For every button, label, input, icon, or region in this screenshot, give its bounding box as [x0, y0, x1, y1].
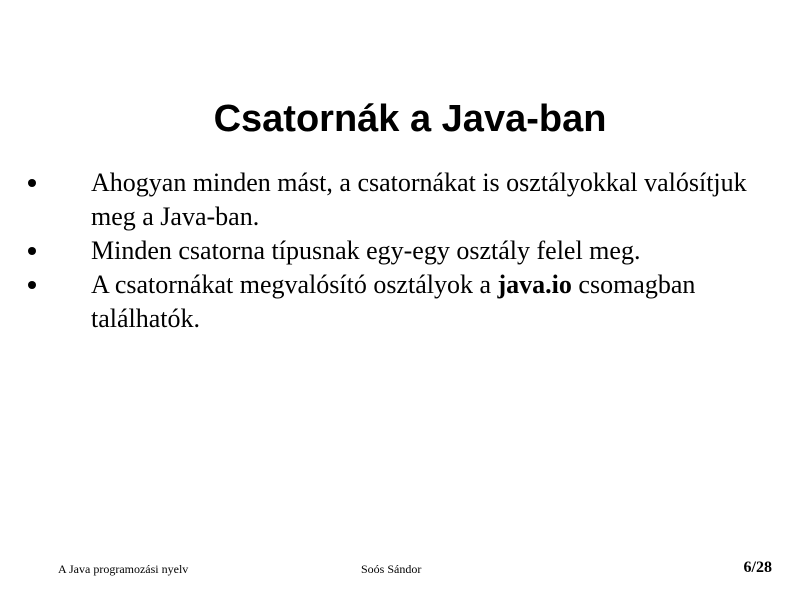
- bullet-item: [28, 166, 788, 234]
- bullet-dot-icon: [28, 179, 36, 187]
- footer-course-title: A Java programozási nyelv: [58, 562, 189, 576]
- bullet-text-end: csomagban találhatók.: [91, 270, 696, 333]
- bullet-dot-icon: [28, 281, 36, 289]
- bullet-item: [28, 234, 788, 268]
- footer-author: Soós Sándor: [361, 562, 422, 576]
- bullet-item: [28, 268, 788, 336]
- bullet-text: [91, 270, 695, 333]
- page-number: 6/28: [743, 559, 772, 576]
- bullet-list: [28, 166, 788, 336]
- bullet-text: Minden csatorna típusnak egy-egy osztály felel meg.: [91, 236, 641, 265]
- bullet-text: Ahogyan minden mást, a csatornákat is osztályokkal valósítjuk meg a Java-ban.: [91, 168, 747, 231]
- package-name: java.io: [497, 270, 572, 299]
- slide-title: Csatornák a Java-ban: [213, 98, 607, 141]
- bullet-dot-icon: [28, 247, 36, 255]
- bullet-text-start: A csatornákat megvalósító osztályok a: [91, 270, 498, 299]
